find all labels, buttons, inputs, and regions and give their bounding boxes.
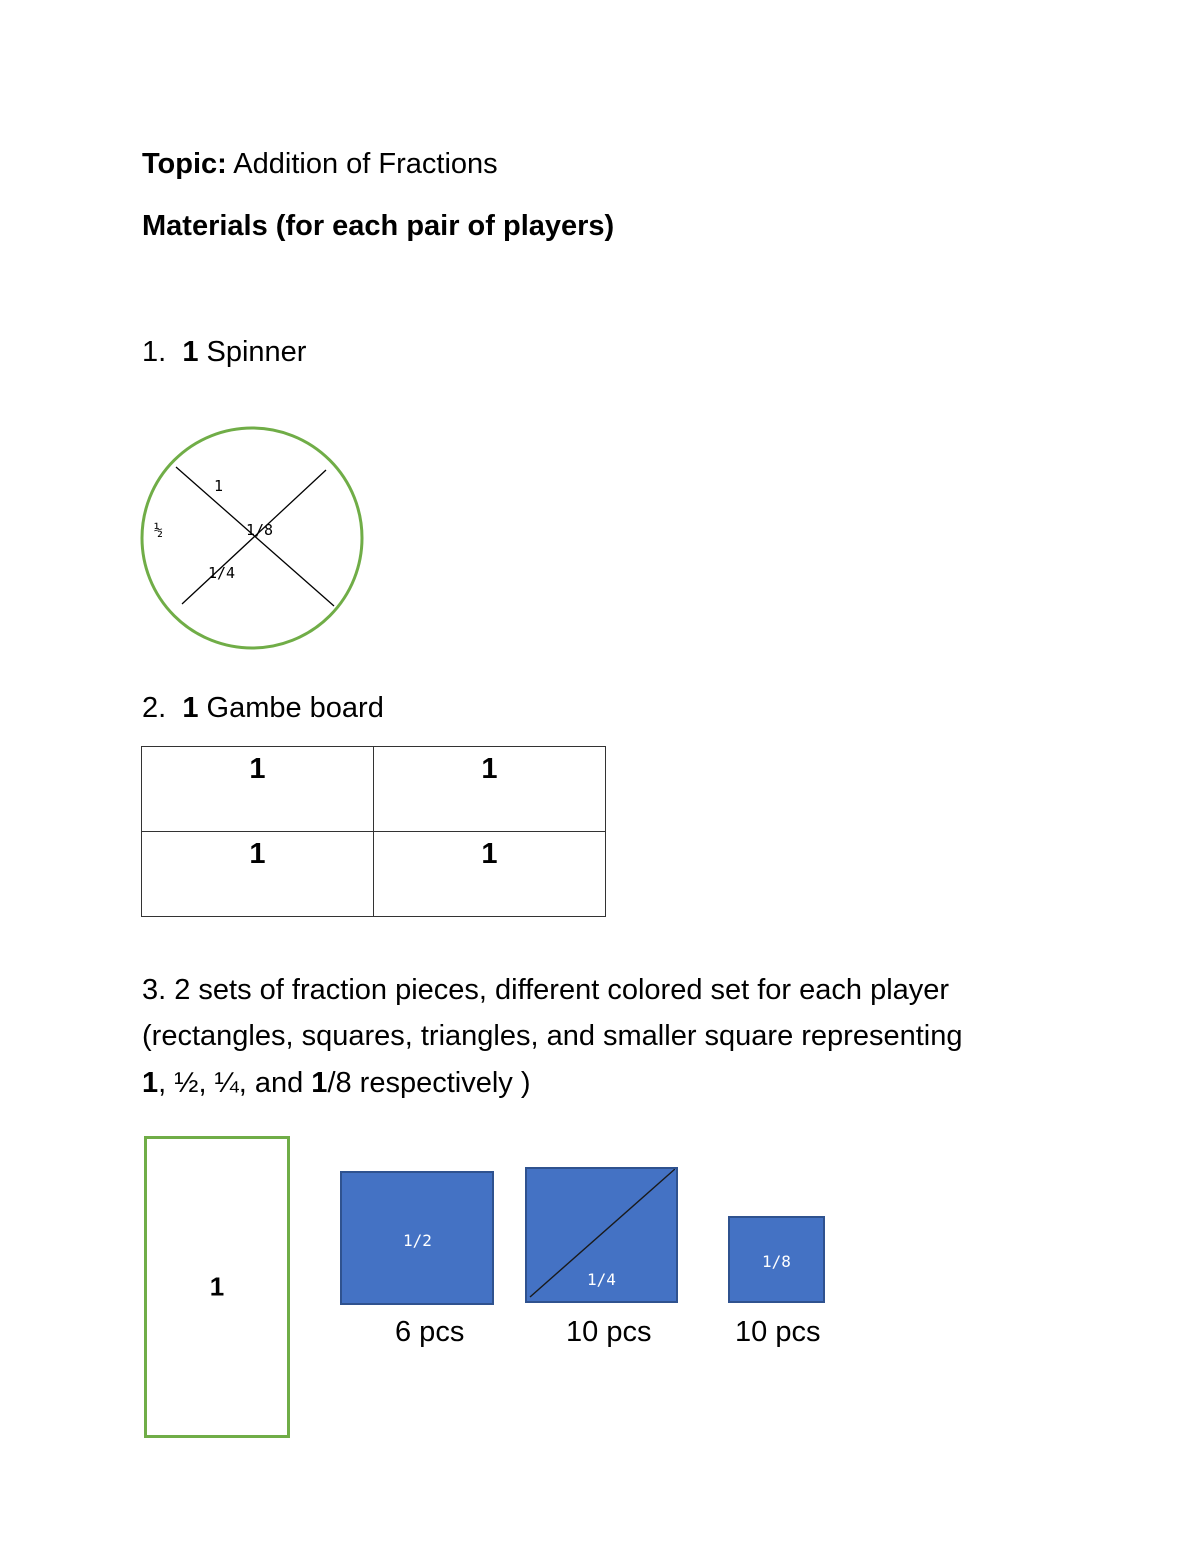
item-3-line-2: (rectangles, squares, triangles, and smaller square representing bbox=[142, 1020, 963, 1052]
fraction-piece-eighth-label: 1/8 bbox=[762, 1252, 791, 1271]
spinner-label-top: 1 bbox=[214, 477, 224, 495]
board-cell: 1 bbox=[374, 747, 606, 832]
item-3-line-1: 3. 2 sets of fraction pieces, different colored set for each player bbox=[142, 974, 950, 1006]
item-2-number: 2. bbox=[142, 692, 167, 724]
item-1-number: 1. bbox=[142, 336, 167, 368]
fraction-piece-whole-label: 1 bbox=[209, 1271, 225, 1302]
fraction-piece-half-label: 1/2 bbox=[403, 1231, 432, 1250]
fraction-piece-eighth bbox=[728, 1216, 825, 1303]
fraction-piece-whole bbox=[144, 1136, 290, 1438]
topic-line bbox=[142, 146, 498, 182]
item-2-game-board bbox=[142, 690, 384, 726]
board-cell: 1 bbox=[374, 832, 606, 917]
spinner-label-right: 1/8 bbox=[246, 521, 274, 539]
board-cell: 1 bbox=[142, 747, 374, 832]
fraction-piece-half bbox=[340, 1171, 494, 1305]
spinner-diagram bbox=[136, 426, 368, 650]
board-row bbox=[142, 747, 606, 832]
item-1-count: 1 bbox=[182, 336, 199, 368]
topic-value: Addition of Fractions bbox=[226, 148, 498, 180]
board-cell: 1 bbox=[142, 832, 374, 917]
item-2-count: 1 bbox=[182, 692, 199, 724]
half-piece-count: 6 pcs bbox=[395, 1316, 465, 1348]
item-2-text: Gambe board bbox=[198, 692, 384, 724]
item-1-spinner bbox=[142, 334, 306, 370]
topic-label: Topic: bbox=[142, 148, 227, 180]
spinner-label-left: ½ bbox=[154, 521, 164, 539]
fraction-piece-quarter-label: 1/4 bbox=[587, 1270, 616, 1289]
game-board-table bbox=[141, 746, 606, 917]
quarter-piece-count: 10 pcs bbox=[566, 1316, 652, 1348]
spinner-label-bottom: 1/4 bbox=[208, 564, 236, 582]
fraction-piece-quarter bbox=[525, 1167, 678, 1303]
eighth-piece-count: 10 pcs bbox=[735, 1316, 821, 1348]
board-row bbox=[142, 832, 606, 917]
item-1-text: Spinner bbox=[198, 336, 307, 368]
item-3-line-3: 1, ½, ¼, and 1/8 respectively ) bbox=[142, 1067, 531, 1099]
materials-heading: Materials (for each pair of players) bbox=[142, 210, 615, 242]
